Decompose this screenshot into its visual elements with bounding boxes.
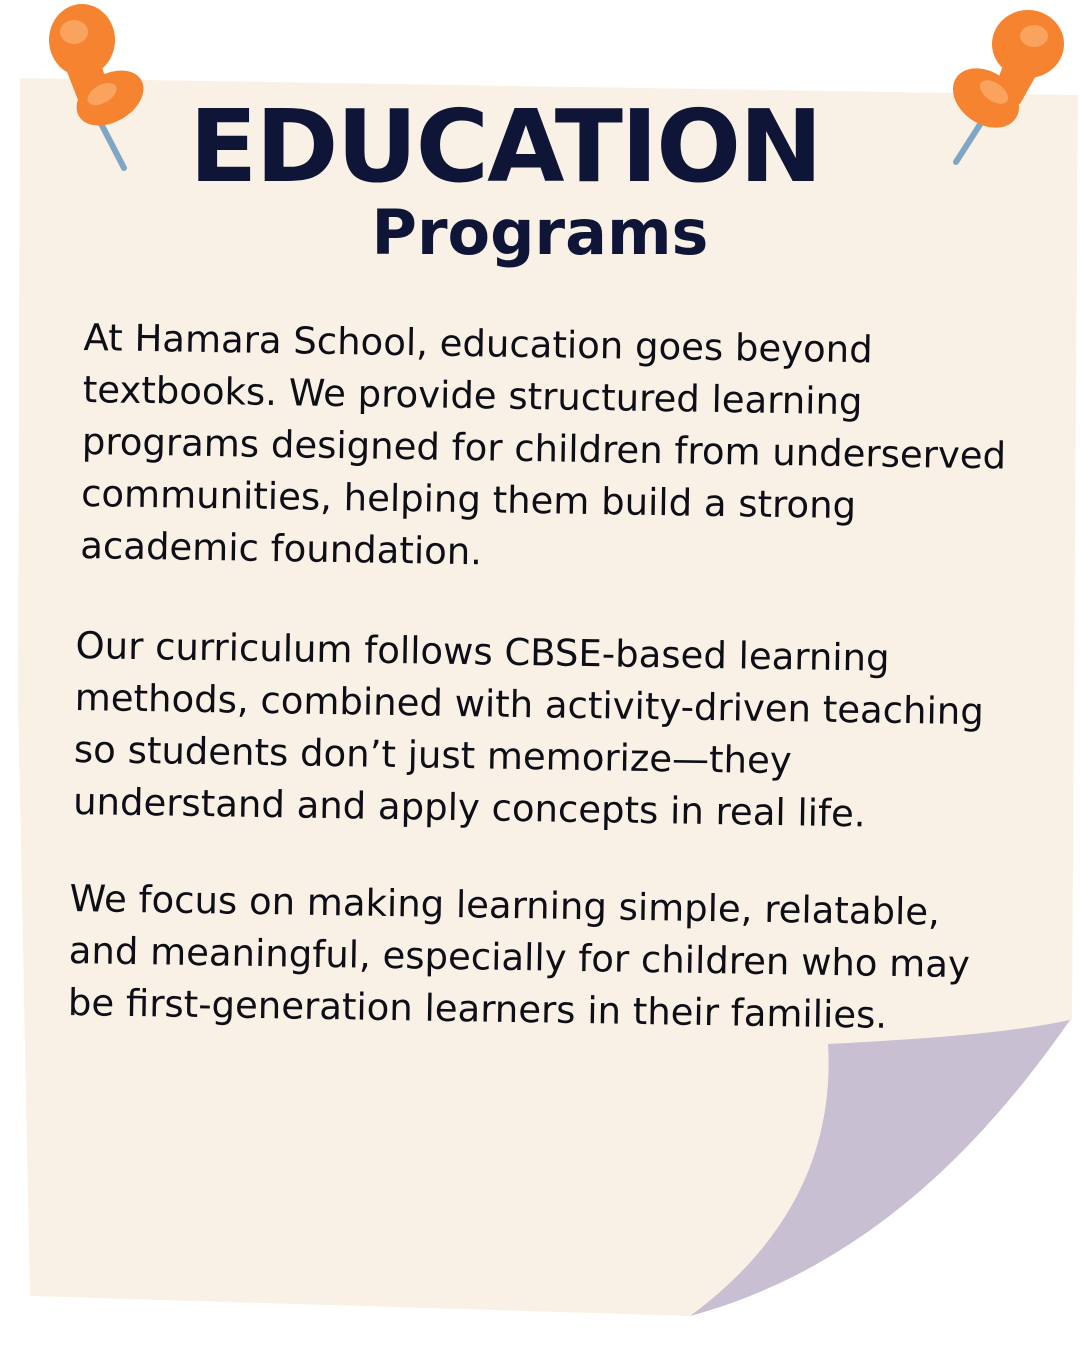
page-title: EDUCATION (189, 88, 821, 205)
page-subtitle: Programs (371, 196, 709, 269)
paragraph-focus: We focus on making learning simple, relatable, and meaningful, especially for children who may be first-generation learners in their families. (67, 876, 971, 1037)
paragraph-intro: At Hamara School, education goes beyond textbooks. We provide structured learning programs designed for children from underserved communities, helping them build a strong academic foundation. (79, 315, 1007, 574)
paragraph-curriculum: Our curriculum follows CBSE-based learning methods, combined with activity-driven teaching so students don’t just memorize—they understand and apply concepts in real life. (72, 623, 985, 836)
